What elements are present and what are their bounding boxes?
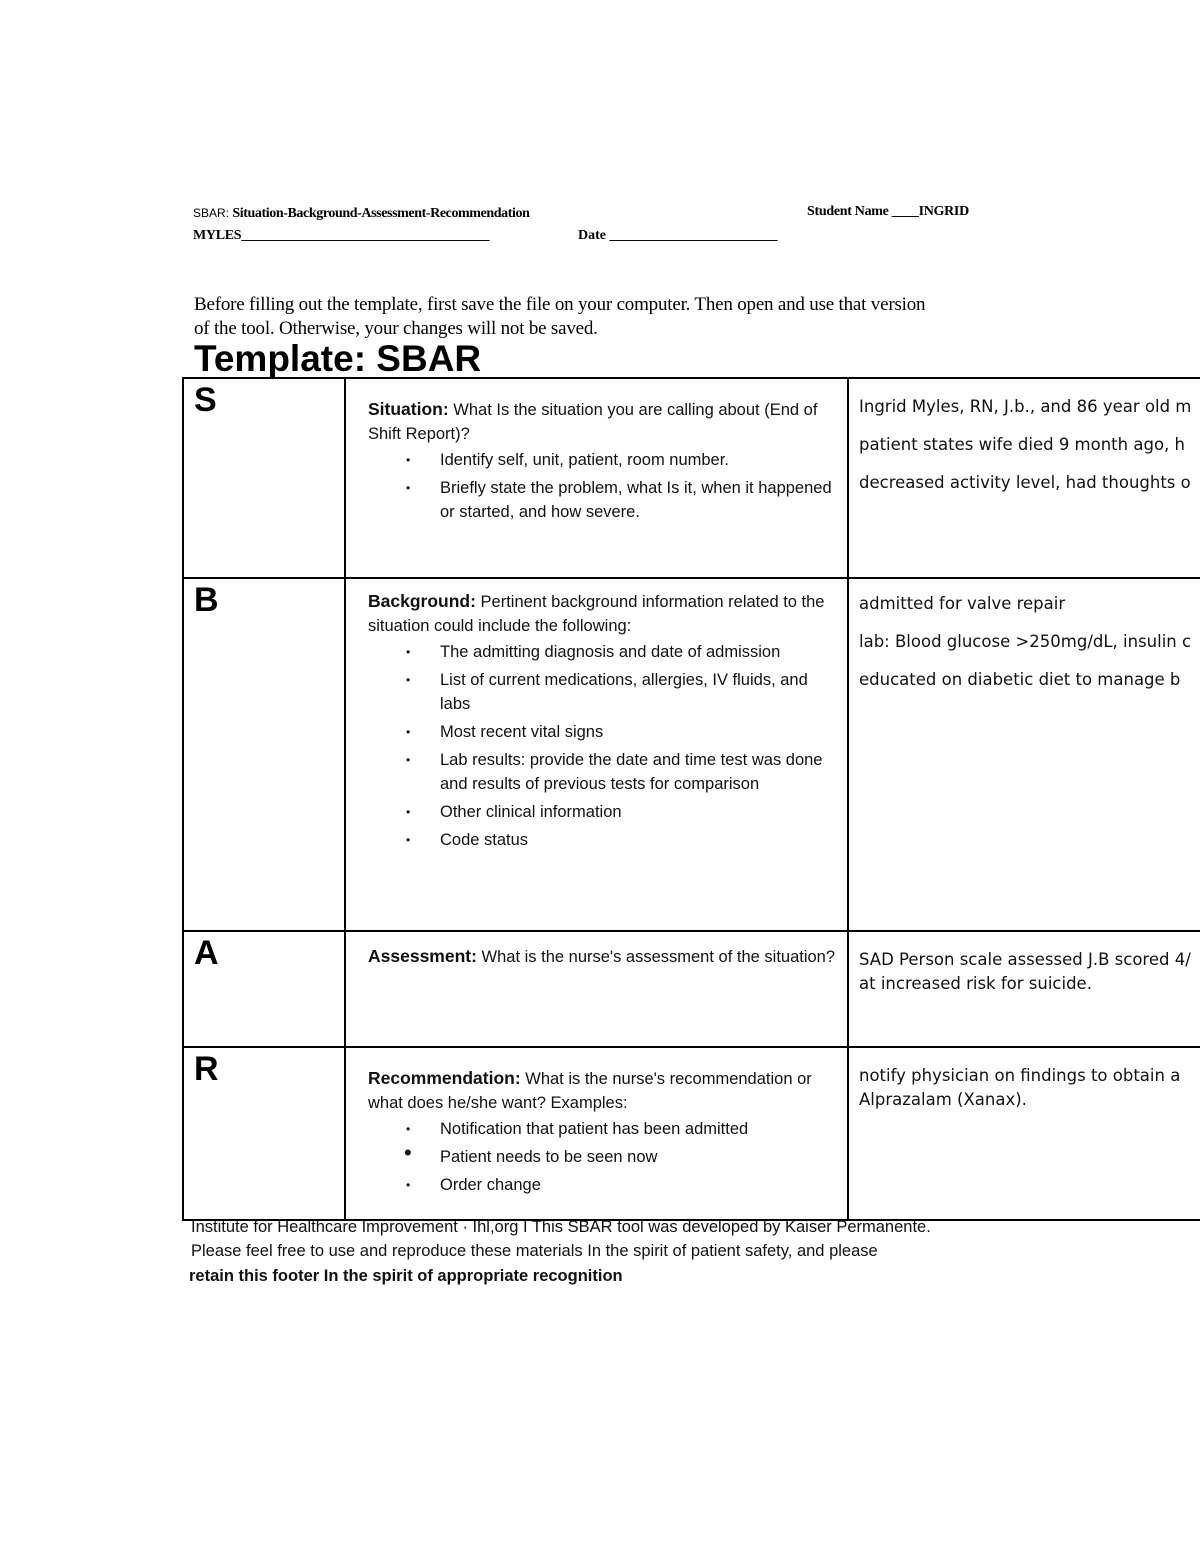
table-row-background xyxy=(183,578,1200,931)
form-header-title xyxy=(193,204,530,222)
list-item: • Other clinical information xyxy=(440,800,837,824)
sbar-title: Situation-Background-Assessment-Recommendation xyxy=(232,206,530,221)
row-letter-r: R xyxy=(183,1047,345,1220)
footer-line-2: Please feel free to use and reproduce these materials In the spirit of patient safety, and please xyxy=(191,1241,878,1260)
answer-line: admitted for valve repair xyxy=(859,594,1066,613)
row-letter-b: B xyxy=(183,578,345,931)
page-footer xyxy=(191,1216,931,1289)
student-name-field: Student Name ____INGRID xyxy=(807,204,969,219)
assessment-prompt-title: Assessment: xyxy=(368,946,477,966)
student-name-continued: MYLES_____________________________________ xyxy=(193,228,490,243)
list-item: • Code status xyxy=(440,828,837,852)
background-prompt-title: Background: xyxy=(368,591,476,611)
background-prompt-text: Pertinent background information related to the situation could include the following: xyxy=(368,593,825,635)
background-prompt xyxy=(345,578,848,931)
footer-line-3: retain this footer In the spirit of appropriate recognition xyxy=(189,1267,623,1285)
row-letter-a: A xyxy=(183,931,345,1047)
answer-line: decreased activity level, had thoughts o xyxy=(859,473,1191,492)
list-item: • Most recent vital signs xyxy=(440,720,837,744)
table-row-assessment xyxy=(183,931,1200,1047)
assessment-prompt xyxy=(345,931,848,1047)
answer-line: educated on diabetic diet to manage b xyxy=(859,670,1181,689)
intro-line-2: of the tool. Otherwise, your changes will not be saved. xyxy=(194,318,598,339)
intro-instructions xyxy=(194,293,1024,341)
answer-line: patient states wife died 9 month ago, h xyxy=(859,435,1185,454)
table-row-situation xyxy=(183,378,1200,578)
answer-line: notify physician on findings to obtain a xyxy=(859,1066,1181,1085)
list-item: • Patient needs to be seen now xyxy=(440,1145,837,1169)
recommendation-prompt xyxy=(345,1047,848,1220)
list-item: • Order change xyxy=(440,1173,837,1197)
background-answer-field[interactable] xyxy=(848,578,1200,931)
list-item: • Notification that patient has been admitted xyxy=(440,1117,837,1141)
situation-answer-field[interactable] xyxy=(848,378,1200,578)
answer-line: lab: Blood glucose >250mg/dL, insulin c xyxy=(859,632,1192,651)
date-field: Date ________________________ xyxy=(578,228,778,243)
background-bullets xyxy=(368,640,837,852)
page-title: Template: SBAR xyxy=(194,338,482,379)
sbar-table xyxy=(182,377,1200,1221)
list-item: • Identify self, unit, patient, room number. xyxy=(440,448,837,472)
recommendation-answer-field[interactable] xyxy=(848,1047,1200,1220)
list-item: • The admitting diagnosis and date of admission xyxy=(440,640,837,664)
situation-prompt xyxy=(345,378,848,578)
list-item: • List of current medications, allergies, IV fluids, and labs xyxy=(440,668,837,716)
answer-line: SAD Person scale assessed J.B scored 4/ xyxy=(859,950,1191,969)
table-row-recommendation xyxy=(183,1047,1200,1220)
intro-line-1: Before filling out the template, first save the file on your computer. Then open and use that version xyxy=(194,294,926,315)
recommendation-bullets xyxy=(368,1117,837,1197)
situation-prompt-title: Situation: xyxy=(368,399,449,419)
row-letter-s: S xyxy=(183,378,345,578)
sbar-label: SBAR: xyxy=(193,206,233,220)
answer-line: Ingrid Myles, RN, J.b., and 86 year old m xyxy=(859,397,1192,416)
list-item: • Lab results: provide the date and time test was done and results of previous tests for comparison xyxy=(440,748,837,796)
footer-line-1: Institute for Healthcare Improvement · Ihl,org I This SBAR tool was developed by Kaiser Permanente. xyxy=(191,1218,931,1236)
recommendation-prompt-text: What is the nurse's recommendation or what does he/she want? Examples: xyxy=(368,1070,812,1112)
situation-bullets xyxy=(368,448,837,524)
answer-line: Alprazalam (Xanax). xyxy=(859,1090,1027,1109)
recommendation-prompt-title: Recommendation: xyxy=(368,1068,521,1088)
assessment-prompt-text: What is the nurse's assessment of the situation? xyxy=(476,948,836,966)
situation-prompt-text: What Is the situation you are calling about (End of Shift Report)? xyxy=(368,401,818,443)
assessment-answer-field[interactable] xyxy=(848,931,1200,1047)
list-item: • Briefly state the problem, what Is it, when it happened or started, and how severe. xyxy=(440,476,837,524)
answer-line: at increased risk for suicide. xyxy=(859,974,1092,993)
